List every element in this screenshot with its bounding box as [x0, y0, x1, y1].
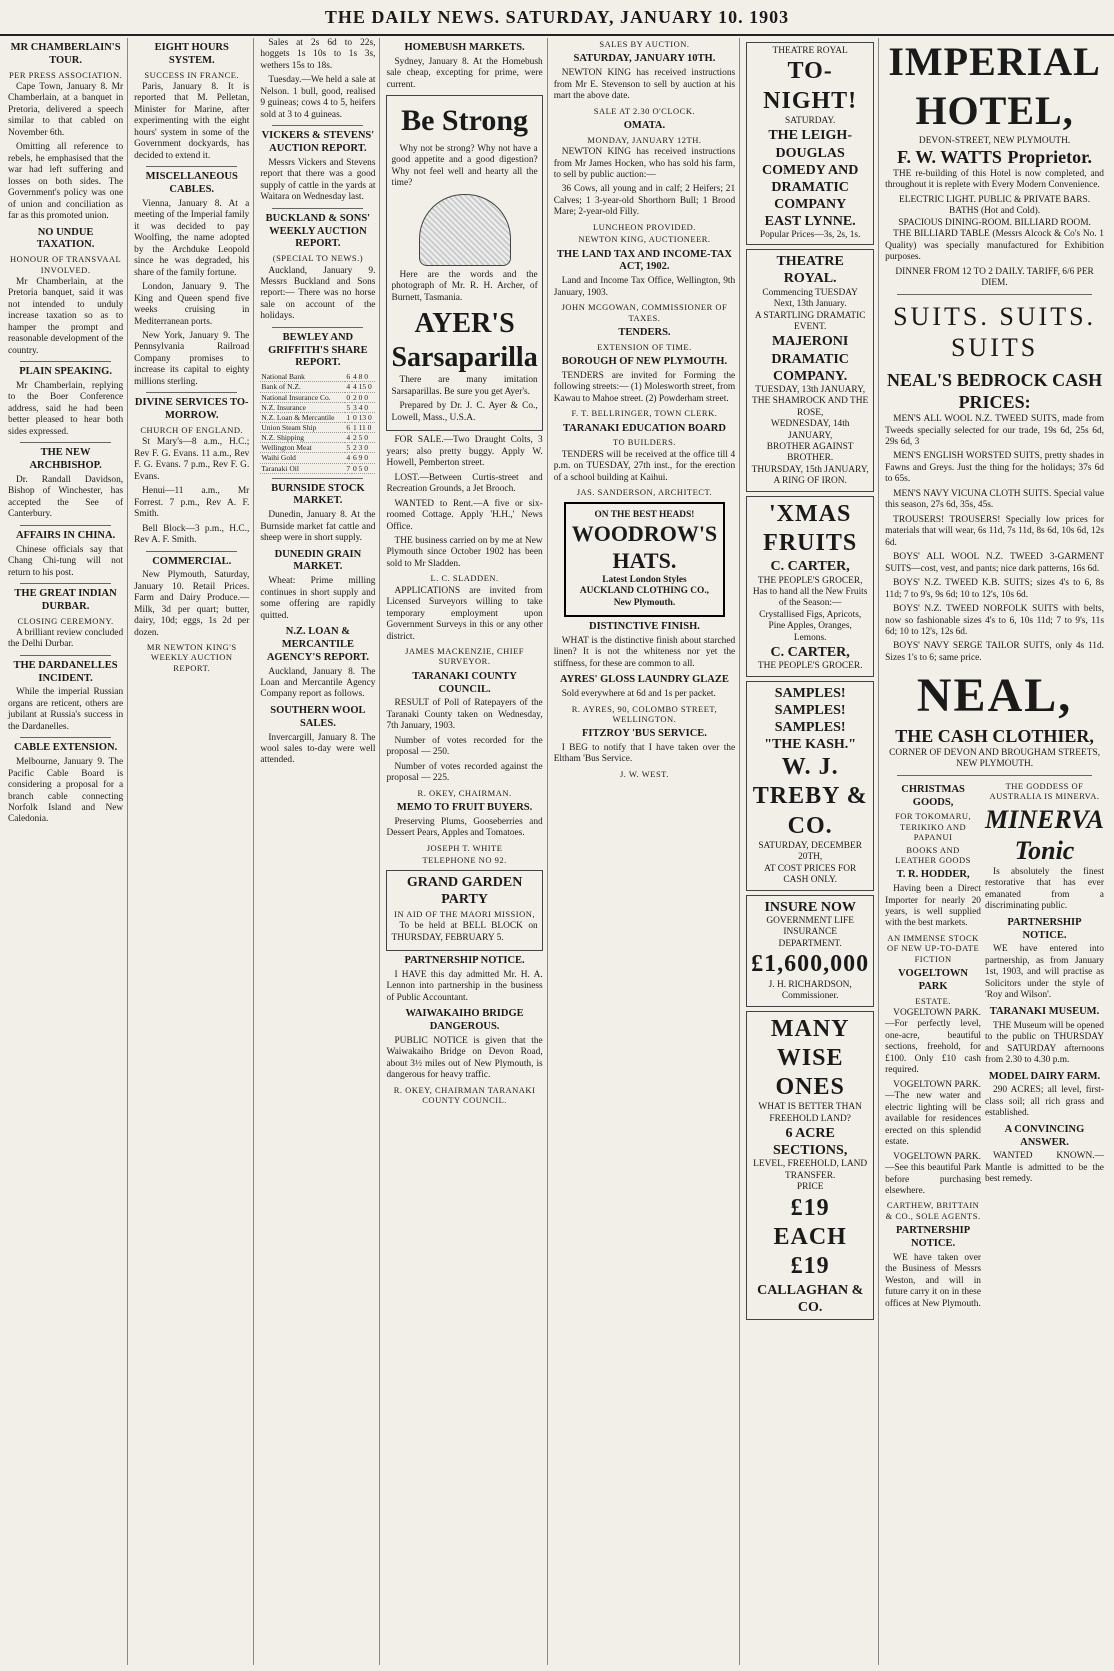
article-text: A brilliant review concluded the Delhi Durbar.: [8, 627, 124, 650]
table-cell: N.Z. Shipping: [260, 433, 345, 443]
table-cell: 4 8 0: [352, 372, 376, 382]
headline: MR CHAMBERLAIN'S TOUR.: [10, 42, 121, 66]
ad-text: THE PEOPLE'S GROCER.: [757, 661, 863, 672]
article-text: Omitting all reference to rebels, he emphasised that the war had left suffering and losses on both sides. The Government's policy was one of union and conciliation as far as this promoted union.: [8, 142, 124, 222]
headline: CHRISTMAS GOODS,: [901, 783, 965, 808]
price-list-item: TROUSERS! TROUSERS! Specially low prices for materials that will wear, 6s 11d, 7s 11d, 8s 6d, 10s 6d, 12s 6d.: [885, 514, 1104, 548]
table-cell: N.Z. Loan & Mercantile: [260, 412, 345, 422]
ad-brand: C. CARTER,: [770, 645, 850, 661]
divider: [897, 775, 1092, 776]
article-text: Mr Chamberlain, replying to the Boer Conference address, said he had been better pleased to hear both sides expressed.: [8, 380, 124, 437]
lower-split: [885, 780, 1104, 1313]
table-cell: N.Z. Insurance: [260, 402, 345, 412]
ad-text: 6 ACRE SECTIONS,: [773, 1126, 848, 1159]
play-title: THE SHAMROCK AND THE ROSE,: [752, 396, 869, 418]
table-row: [260, 412, 375, 422]
lower-left: [885, 780, 981, 1313]
headline: DIVINE SERVICES TO-MORROW.: [134, 397, 249, 422]
subheadline: THE GODDESS OF AUSTRALIA IS MINERVA.: [989, 780, 1100, 802]
article-text: Dunedin, January 8. At the Burnside market fat cattle and sheep were in short supply.: [260, 510, 376, 544]
table-cell: 7: [346, 463, 351, 473]
article-text: VOGELTOWN PARK.—For perfectly level, one-acre, beautiful sections, freehold, for £100. Only £10 cash required.: [885, 1007, 981, 1076]
article-text: Vienna, January 8. At a meeting of the Imperial family it was decided to pay Woolfing, the name adopted by the Archduke Leopold since he was degraded, his share of the family fortune.: [134, 198, 250, 278]
article-text: Chinese officials say that Chang Chi-tung will not return to his post.: [8, 544, 124, 578]
price-list-item: MEN'S NAVY VICUNA CLOTH SUITS. Special value this season, 27s 6d, 35s, 45s.: [885, 488, 1104, 511]
signature: R. OKEY, CHAIRMAN TARANAKI COUNTY COUNCIL.: [393, 1084, 536, 1106]
headline: BUCKLAND & SONS' WEEKLY AUCTION REPORT.: [265, 212, 371, 250]
signature: NEWTON KING, AUCTIONEER.: [578, 234, 711, 245]
table-cell: 1: [346, 412, 351, 422]
signature: JOHN MCGOWAN, COMMISSIONER OF TAXES.: [561, 302, 728, 323]
table-cell: 6: [346, 372, 351, 382]
article-text: WE have entered into partnership, as from January 1st, 1903, and will practise as Solicitors under the style of 'Roy and Wilson'.: [985, 944, 1104, 1001]
divider: [20, 583, 111, 584]
article-text: NEWTON KING has received instructions from Mr E. Stevenson to sell by auction at his mart the above date.: [553, 68, 736, 102]
headline: HOMEBUSH MARKETS.: [404, 42, 525, 53]
headline: THE DARDANELLES INCIDENT.: [13, 659, 118, 684]
article-text: While the imperial Russian organs are reticent, others are jubilant at Russia's success in the Dardanelles.: [8, 687, 124, 732]
subheadline: CHURCH OF ENGLAND.: [140, 424, 244, 435]
imperial-hotel-ad: [885, 38, 1104, 290]
ad-text: J. H. RICHARDSON, Commissioner.: [768, 979, 852, 1002]
headline: DUNEDIN GRAIN MARKET.: [274, 548, 362, 573]
table-row: [260, 433, 375, 443]
article-text: VOGELTOWN PARK.—See this beautiful Park before purchasing elsewhere.: [885, 1151, 981, 1196]
divider: [272, 125, 363, 126]
ad-text: GOVERNMENT LIFE INSURANCE DEPARTMENT.: [766, 915, 854, 949]
price-list: [885, 414, 1104, 664]
headline: N.Z. LOAN & MERCANTILE AGENCY'S REPORT.: [266, 626, 369, 663]
article-text: THE Museum will be opened to the public on THURSDAY and SATURDAY afternoons from 2.30 to 4.30 p.m.: [985, 1020, 1104, 1066]
table-row: [260, 372, 375, 382]
classified-ad: THE business carried on by me at New Plymouth since October 1902 has been sold to Mr Sladden.: [386, 536, 543, 569]
divider: [146, 551, 237, 552]
price-list-item: MEN'S ALL WOOL N.Z. TWEED SUITS, made from Tweeds specially selected for our trade, 19s 6d, 25s 6d, 29s 6d, 3: [885, 414, 1104, 447]
table-cell: 4 15 0: [352, 382, 376, 392]
headline: AFFAIRS IN CHINA.: [15, 529, 116, 541]
callaghan-ad: [746, 1011, 874, 1320]
ad-text: LEVEL, FREEHOLD, LAND TRANSFER.: [753, 1159, 868, 1181]
ad-heading: WISE ONES: [775, 1044, 845, 1101]
headline: TARANAKI MUSEUM.: [989, 1005, 1100, 1017]
play-title: BROTHER AGAINST BROTHER.: [766, 442, 854, 464]
play-title: A RING OF IRON.: [773, 476, 847, 487]
table-cell: Wellington Meat: [260, 443, 345, 453]
subheadline: ESTATE.: [915, 995, 951, 1006]
classified-ad: APPLICATIONS are invited from Licensed Surveyors willing to take temporary employment upon Government Surveys in this or any other district.: [386, 585, 543, 642]
table-cell: 4: [346, 433, 351, 443]
table-cell: National Insurance Co.: [260, 392, 345, 402]
subheadline: EXTENSION OF TIME.: [597, 341, 692, 352]
minerva-logo: MINERVA: [985, 804, 1104, 834]
article-text: Sales at 2s 6d to 22s, hoggets 1s 10s to 1s 3s, wethers 15s to 18s.: [260, 38, 376, 71]
woodrows-hats-ad: [564, 502, 725, 618]
article-text: WANTED KNOWN.—Mantle is admitted to be the best remedy.: [985, 1151, 1104, 1185]
column-3: [260, 38, 380, 1665]
ad-brand: CALLAGHAN & CO.: [757, 1282, 864, 1315]
table-cell: Union Steam Ship: [260, 422, 345, 432]
divider: [20, 361, 111, 362]
signature: F. T. BELLRINGER, TOWN CLERK.: [571, 408, 718, 419]
ad-text: Here are the words and the photograph of Mr. R. H. Archer, of Burnett, Tasmania.: [391, 269, 538, 303]
price-list-item: BOYS' ALL WOOL N.Z. TWEED 3-GARMENT SUITS—cost, vest, and pants; nice dark patterns, 16s 6d.: [885, 552, 1104, 574]
price-list-item: MEN'S ENGLISH WORSTED SUITS, pretty shades in Fawns and Greys. Just the thing for the holidays; 37s 6d to 65s.: [885, 451, 1104, 485]
signature: CARTHEW, BRITTAIN & CO., SOLE AGENTS.: [885, 1200, 981, 1221]
article-text: Tuesday.—We held a sale at Nelson. 1 bull, good, realised 9 guineas; cows 4 to 5, heifers sold at 3 to 4 guineas.: [260, 75, 376, 120]
ad-heading: MANY: [770, 1015, 850, 1042]
article-text: Invercargill, January 8. The wool sales to-day were well attended.: [260, 732, 376, 766]
be-strong-heading: Be Strong: [401, 104, 529, 138]
headline: BEWLEY AND GRIFFITH'S SHARE REPORT.: [268, 331, 368, 369]
insurance-ad: [746, 895, 874, 1007]
headline: TENDERS.: [618, 326, 671, 338]
divider: [20, 655, 111, 656]
subheadline: AN IMMENSE STOCK OF NEW UP-TO-DATE FICTION: [886, 932, 980, 964]
article-text: Is absolutely the finest restorative that has ever emanated from a discriminating public.: [985, 867, 1104, 912]
headline: COMMERCIAL.: [152, 555, 232, 567]
ad-text: PRICE: [796, 1182, 824, 1193]
headline: AYRES' GLOSS LAUNDRY GLAZE: [559, 674, 729, 686]
ad-text: There are many imitation Sarsaparillas. Be sure you get Ayer's.: [391, 375, 538, 397]
luncheon-note: LUNCHEON PROVIDED.: [592, 221, 696, 232]
ad-text: ELECTRIC LIGHT. PUBLIC & PRIVATE BARS.: [899, 194, 1091, 205]
table-cell: 1 11 0: [352, 422, 376, 432]
subheadline: PER PRESS ASSOCIATION.: [8, 69, 123, 80]
signature: J. W. WEST.: [620, 768, 669, 779]
ad-text: SATURDAY, DECEMBER 20TH,: [758, 840, 862, 863]
signature: R. OKEY, CHAIRMAN.: [417, 787, 512, 798]
divider: [20, 442, 111, 443]
proprietor-title: Proprietor.: [1007, 147, 1092, 168]
ayers-advertisement: [386, 95, 542, 431]
headline: MISCELLANEOUS CABLES.: [145, 171, 238, 196]
article-text: VOGELTOWN PARK.—The new water and electric lighting will be available for residences erected on this splendid estate.: [885, 1079, 981, 1148]
play-title: EAST LYNNE.: [764, 213, 856, 229]
headline: THE NEW ARCHBISHOP.: [29, 447, 102, 472]
sale-time: SALE AT 2.30 O'CLOCK.: [593, 105, 696, 116]
signature: L. C. SLADDEN.: [430, 573, 499, 584]
article-text: I HAVE this day admitted Mr. H. A. Lennon into partnership in the business of Public Accountant.: [386, 969, 543, 1003]
ad-text: BATHS (Hot and Cold).: [949, 206, 1041, 217]
article-text: Wheat: Prime milling continues in short supply and some offering are rapidly quitted.: [260, 576, 376, 621]
ad-text: WEDNESDAY, 14th JANUARY,: [770, 419, 850, 441]
headline: SOUTHERN WOOL SALES.: [270, 704, 366, 729]
subheadline: (SPECIAL TO NEWS.): [272, 253, 364, 264]
neal-subtitle: THE CASH CLOTHIER,: [895, 725, 1094, 746]
table-cell: 5: [346, 443, 351, 453]
ad-text: AT COST PRICES FOR CASH ONLY.: [764, 863, 857, 886]
hotel-name: IMPERIAL HOTEL,: [888, 39, 1101, 133]
table-row: [260, 443, 375, 453]
headline: T. R. HODDER,: [896, 869, 970, 881]
neal-address: CORNER OF DEVON AND BROUGHAM STREETS, NEW PLYMOUTH.: [889, 747, 1101, 770]
ad-text: Why not be strong? Why not have a good appetite and a good digestion? Why not feel well and hearty all the time?: [391, 143, 538, 189]
column-4: [386, 38, 547, 1665]
ad-text: Prepared by Dr. J. C. Ayer & Co., Lowell, Mass., U.S.A.: [391, 401, 538, 423]
table-row: [260, 453, 375, 463]
article-text: New Plymouth, Saturday, January 10. Retail Prices. Farm and Dairy Produce.—Milk, 3d per quart; butter, dairy, 10d; eggs, 1s 2d per dozen.: [134, 570, 250, 638]
hotel-address: DEVON-STREET, NEW PLYMOUTH.: [918, 135, 1071, 146]
section-label: SALES BY AUCTION.: [599, 39, 690, 49]
ad-text: TUESDAY, 13th JANUARY,: [755, 384, 866, 395]
masthead: [0, 0, 1114, 36]
proprietor-name: F. W. WATTS: [897, 147, 1002, 168]
headline: VICKERS & STEVENS' AUCTION REPORT.: [261, 130, 375, 155]
headline: PARTNERSHIP NOTICE.: [404, 954, 525, 966]
table-row: [260, 382, 375, 392]
article-text: Preserving Plums, Gooseberries and Dessert Pears, Apples and Tomatoes.: [386, 816, 543, 839]
table-cell: Taranaki Oil: [260, 463, 345, 473]
ad-text: To be held at BELL BLOCK on THURSDAY, FEBRUARY 5.: [391, 921, 538, 943]
column-2: [134, 38, 254, 1665]
article-text: I BEG to notify that I have taken over the Eltham 'Bus Service.: [553, 743, 736, 765]
table-cell: 3 4 0: [352, 402, 376, 412]
article-text: Dr. Randall Davidson, Bishop of Winchester, has accepted the See of Canterbury.: [8, 474, 124, 520]
ad-heading: 'XMAS FRUITS: [763, 500, 858, 557]
headline: OMATA.: [623, 119, 666, 131]
table-cell: 2 3 0: [352, 443, 376, 453]
headline: THE GREAT INDIAN DURBAR.: [14, 587, 117, 612]
headline: PARTNERSHIP NOTICE.: [896, 1225, 971, 1249]
headline: BOROUGH OF NEW PLYMOUTH.: [561, 356, 728, 368]
headline: BURNSIDE STOCK MARKET.: [271, 482, 365, 507]
article-text: Henui—11 a.m., Mr Forrest. 7 p.m., Rev A. F. Smith.: [134, 486, 250, 520]
ad-text: Popular Prices—3s, 2s, 1s.: [759, 229, 861, 240]
divider: [897, 294, 1092, 295]
headline: VOGELTOWN PARK: [898, 968, 968, 992]
headline: THE LAND TAX AND INCOME-TAX ACT, 1902.: [556, 248, 732, 273]
table-row: [260, 392, 375, 402]
article-text: Number of votes recorded for the proposal — 250.: [386, 735, 543, 758]
article-text: London, January 9. The King and Queen spend five weeks cruising in Mediterranean ports.: [134, 282, 250, 327]
ad-brand: W. J. TREBY & CO.: [752, 754, 868, 839]
divider: [20, 525, 111, 526]
headline: CABLE EXTENSION.: [13, 742, 118, 754]
subheadline: IN AID OF THE MAORI MISSION,: [394, 908, 536, 919]
table-cell: 4: [346, 453, 351, 463]
headline: SATURDAY, JANUARY 10TH.: [573, 53, 716, 65]
subheadline: HONOUR OF TRANSVAAL INVOLVED.: [9, 254, 122, 275]
divider: [272, 478, 363, 479]
price-list-item: BOYS' N.Z. TWEED K.B. SUITS; sizes 4's to 6, 8s 11d; 7 to 9's, 9s 6d; 10 to 12's, 10s 6d.: [885, 578, 1104, 600]
ad-text: WHAT IS BETTER THAN FREEHOLD LAND?: [758, 1102, 862, 1124]
signature: JOSEPH T. WHITE: [426, 842, 503, 853]
ad-brand: "THE KASH.": [764, 737, 857, 753]
newspaper-title: THE DAILY NEWS. SATURDAY, JANUARY 10. 1903: [324, 6, 790, 27]
article-text: Having been a Direct Importer for nearly 20 years, is well supplied with the best markets.: [885, 884, 981, 929]
ad-heading: SAMPLES! SAMPLES! SAMPLES!: [774, 685, 846, 736]
telephone: TELEPHONE NO 92.: [422, 855, 507, 866]
article-text: Mr Chamberlain, at the Pretoria banquet, said it was not intended to unduly increase taxation so as to hamper the prompt and reasonable development of the country.: [8, 276, 124, 356]
ad-heading: THEATRE ROYAL: [772, 46, 848, 56]
column-7: [885, 38, 1108, 1665]
headline: MODEL DAIRY FARM.: [988, 1070, 1101, 1082]
article-text: Melbourne, January 9. The Pacific Cable Board is considering a proposal for a branch cable connecting Norfolk Island and New Caledonia.: [8, 757, 124, 825]
ad-text: THE re-building of this Hotel is now completed, and throughout it is replete with Every Modern Convenience.: [885, 169, 1104, 191]
table-cell: 0 13 0: [352, 412, 376, 422]
ad-text: THE BILLIARD TABLE (Messrs Alcock & Co's No. 1 Quality) was specially manufactured for Exhibition purposes.: [885, 229, 1104, 263]
table-cell: 6 9 0: [352, 453, 376, 463]
proprietor-line: [885, 147, 1104, 169]
table-cell: 5: [346, 402, 351, 412]
table-row: [260, 402, 375, 412]
subheadline: CLOSING CEREMONY.: [17, 615, 114, 626]
page-columns: [8, 38, 1108, 1665]
article-text: Land and Income Tax Office, Wellington, 9th January, 1903.: [553, 276, 736, 298]
article-text: Paris, January 8. It is reported that M. Pelletan, Minister for Marine, after experimenting with the eight hours' system in some of the Government dockyards, has decided to extend it.: [134, 81, 250, 161]
headline: WAIWAKAIHO BRIDGE DANGEROUS.: [405, 1008, 524, 1032]
divider: [146, 392, 237, 393]
divider: [146, 166, 237, 167]
table-cell: 4: [346, 382, 351, 392]
ad-amount: £1,600,000: [751, 951, 870, 978]
divider: [272, 208, 363, 209]
article-text: Number of votes recorded against the proposal — 225.: [386, 761, 543, 784]
column-1: [8, 38, 128, 1665]
ad-text: Crystallised Figs, Apricots, Pine Apples, Oranges, Lemons.: [759, 609, 862, 643]
table-row: [260, 463, 375, 473]
treby-samples-ad: [746, 681, 874, 891]
company-name: THE LEIGH-DOUGLAS COMEDY AND DRAMATIC COMPANY: [762, 128, 859, 212]
article-text: 290 ACRES; all level, first-class soil; all rich grass and established.: [985, 1085, 1104, 1119]
classified-ad: LOST.—Between Curtis-street and Recreation Grounds, a Jet Brooch.: [386, 472, 543, 495]
theatre-royal-ad-1: [746, 42, 874, 245]
article-text: WHAT is the distinctive finish about starched linen? It is not the whiteness nor yet the stiffness, for these are common to all.: [553, 635, 736, 669]
table-cell: Bank of N.Z.: [260, 382, 345, 392]
neals-prices-heading: NEAL'S BEDROCK CASH PRICES:: [887, 370, 1103, 413]
tonic-logo: Tonic: [1014, 836, 1075, 866]
headline: MEMO TO FRUIT BUYERS.: [396, 802, 533, 814]
article-text: Cape Town, January 8. Mr Chamberlain, at a banquet in Pretoria, delivered a speech similar to that cabled on November 6th.: [8, 81, 124, 138]
price-list-item: BOYS' N.Z. TWEED NORFOLK SUITS with belts, now so fashionable sizes 4's to 6, 10s 11d; 7 to 9's, 11s 6d; 10 to 12's, 12s 6d.: [885, 604, 1104, 638]
ad-text: AUCKLAND CLOTHING CO., New Plymouth.: [579, 586, 710, 608]
portrait-image: [419, 194, 511, 266]
article-text: New York, January 9. The Pennsylvania Railroad Company promises to increase its capital to eighty millions sterling.: [134, 330, 250, 387]
article-text: TENDERS will be received at the office till 4 p.m. on TUESDAY, 27th inst., for the erection of a school building at Kaihui.: [553, 449, 736, 483]
column-6: [746, 38, 879, 1665]
headline: FITZROY 'BUS SERVICE.: [581, 728, 707, 740]
ad-text: THE PEOPLE'S GROCER,: [757, 575, 863, 586]
ad-slogan: ON THE BEST HEADS!: [594, 509, 695, 520]
table-row: [260, 422, 375, 432]
sarsaparilla-brand: Sarsaparilla: [391, 342, 538, 374]
share-table: [260, 372, 375, 473]
signature: JAS. SANDERSON, ARCHITECT.: [576, 487, 713, 498]
article-text: RESULT of Poll of Ratepayers of the Taranaki County taken on Wednesday, 7th January, 1903.: [386, 698, 543, 732]
ad-text: DINNER FROM 12 TO 2 DAILY. TARIFF, 6/6 PER DIEM.: [895, 266, 1094, 289]
xmas-fruits-ad: [746, 496, 874, 677]
article-text: Messrs Vickers and Stevens report that there was a good supply of cattle in the yards at Waitara on Wednesday last.: [260, 157, 376, 203]
ad-text: THURSDAY, 15th JANUARY,: [751, 464, 869, 475]
article-text: Sydney, January 8. At the Homebush sale cheap, excepting for prime, were current.: [386, 56, 543, 90]
signature: JAMES MACKENZIE, CHIEF SURVEYOR.: [405, 646, 525, 667]
ad-brand: C. CARTER,: [770, 559, 850, 575]
article-text: WE have taken over the Business of Messrs Weston, and will in future carry it on in these offices at New Plymouth.: [885, 1252, 981, 1309]
ayers-brand: AYER'S: [414, 308, 515, 340]
ad-text: A STARTLING DRAMATIC EVENT.: [754, 310, 866, 332]
ad-title: TO-NIGHT!: [763, 58, 858, 114]
classified-ad: WANTED to Rent.—A five or six-roomed Cottage. Apply 'H.H.,' News Office.: [386, 498, 543, 532]
article-text: TENDERS are invited for Forming the following streets:— (1) Molesworth street, from Kawau to Mahoe street. (2) Powderham street.: [553, 370, 736, 404]
stock-list: 36 Cows, all young and in calf; 2 Heifers; 21 Calves; 1 3-year-old Shorthorn Bull; 1 Brood Mare; 2-year-old Filly.: [553, 184, 736, 218]
neal-brand: NEAL,: [916, 669, 1073, 723]
headline: PLAIN SPEAKING.: [19, 366, 112, 378]
subheadline: TO BUILDERS.: [612, 437, 676, 448]
headline: TARANAKI EDUCATION BOARD: [562, 422, 726, 434]
headline: NO UNDUE TAXATION.: [36, 226, 95, 251]
price-list-item: BOYS' NAVY SERGE TAILOR SUITS, only 4s 11d. Sizes 1's to 6; same price.: [885, 641, 1104, 663]
ad-price: £19 EACH £19: [773, 1194, 847, 1280]
table-cell: 2 5 0: [352, 433, 376, 443]
headline: TARANAKI COUNTY COUNCIL.: [412, 670, 517, 695]
headline: DISTINCTIVE FINISH.: [589, 621, 700, 633]
divider: [20, 737, 111, 738]
ad-text: Latest London Styles: [602, 574, 687, 585]
subheadline: FOR TOKOMARU, TERIKIKO AND PAPANUI: [895, 811, 972, 843]
article-text: NEWTON KING has received instructions from Mr James Hocken, who has sold his farm, to sell by public auction:—: [553, 147, 736, 181]
headline: A CONVINCING ANSWER.: [1004, 1123, 1085, 1148]
article-text: PUBLIC NOTICE is given that the Waiwakaiho Bridge on Devon Road, about 3½ miles out of New Plymouth, is dangerous for heavy traffic.: [386, 1035, 543, 1081]
subheadline: MR NEWTON KING'S WEEKLY AUCTION REPORT.: [146, 642, 237, 673]
suits-heading: SUITS. SUITS. SUITS: [893, 301, 1097, 363]
article-text: St Mary's—8 a.m., H.C.; Rev F. G. Evans. 11 a.m., Rev F. G. Evans. 7 p.m., Rev F. G. Evans.: [134, 437, 250, 482]
article-text: Sold everywhere at 6d and 1s per packet.: [561, 689, 716, 700]
table-cell: 0 5 0: [352, 463, 376, 473]
column-5: [554, 38, 740, 1665]
headline: EIGHT HOURS SYSTEM.: [154, 42, 229, 66]
article-text: Auckland, January 9. Messrs Buckland and Sons report:— There was no horse sale on account of the holidays.: [260, 265, 376, 322]
ad-brand: WOODROW'S HATS.: [571, 520, 718, 573]
subheadline: BOOKS AND LEATHER GOODS: [895, 844, 971, 865]
table-cell: 0: [346, 392, 351, 402]
ad-text: SATURDAY.: [785, 116, 836, 126]
table-cell: National Bank: [260, 372, 345, 382]
ad-text: SPACIOUS DINING-ROOM. BILLIARD ROOM.: [898, 217, 1091, 228]
table-cell: 6: [346, 422, 351, 432]
article-text: Auckland, January 8. The Loan and Mercantile Agency Company report as follows.: [260, 666, 376, 700]
lower-right: [985, 780, 1104, 1313]
company-name: MAJERONI DRAMATIC COMPANY.: [771, 334, 849, 384]
headline: PARTNERSHIP NOTICE.: [1007, 916, 1082, 941]
garden-party-ad: [386, 870, 542, 951]
ad-heading: GRAND GARDEN PARTY: [406, 874, 523, 907]
classified-ad: FOR SALE.—Two Draught Colts, 3 years; also pretty buggy. Apply W. Howell, Pemberton street.: [386, 435, 543, 469]
signature: R. AYRES, 90, COLOMBO STREET, WELLINGTON.: [571, 703, 718, 724]
table-cell: Waihi Gold: [260, 453, 345, 463]
divider: [272, 327, 363, 328]
theatre-royal-ad-2: [746, 249, 874, 491]
subheadline: MONDAY, JANUARY 12TH.: [587, 134, 702, 145]
subheadline: SUCCESS IN FRANCE.: [144, 69, 240, 80]
ad-heading: INSURE NOW: [764, 899, 856, 915]
ad-heading: THEATRE ROYAL.: [776, 254, 844, 287]
article-text: Bell Block—3 p.m., H.C., Rev A. F. Smith.: [134, 523, 250, 546]
table-cell: 2 0 0: [352, 392, 376, 402]
ad-text: Commencing TUESDAY Next, 13th January.: [762, 287, 858, 310]
ad-text: Has to hand all the New Fruits of the Season:—: [752, 586, 868, 609]
